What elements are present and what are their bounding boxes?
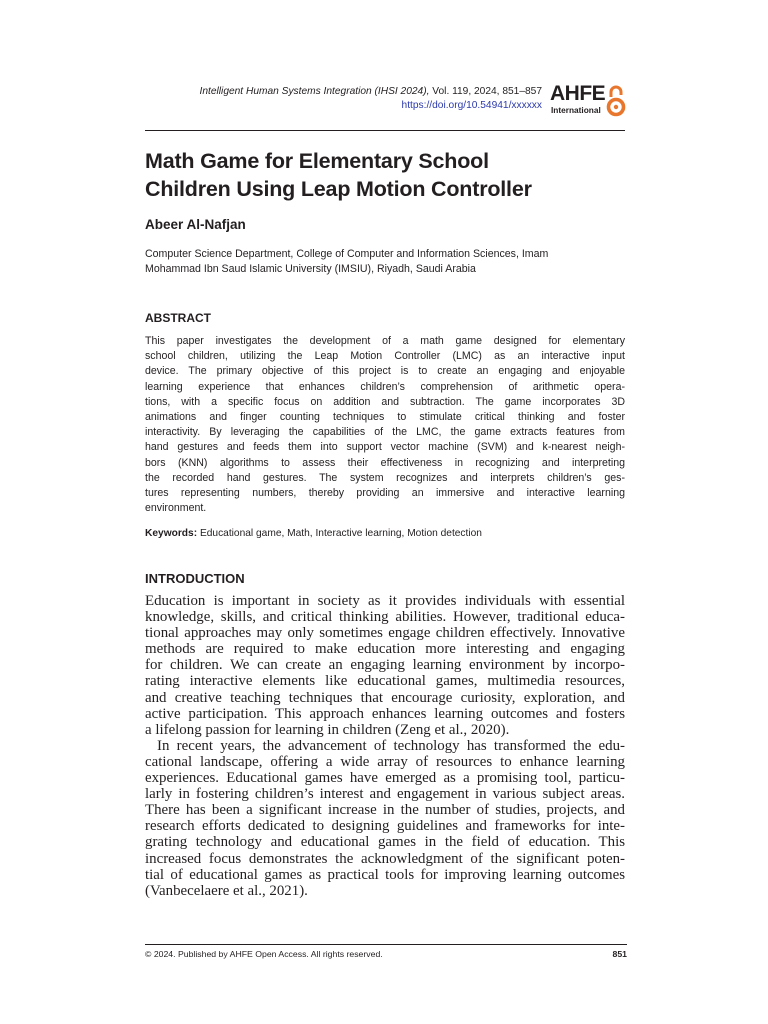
affiliation-line: Mohammad Ibn Saud Islamic University (IMSIU), Riyadh, Saudi Arabia bbox=[145, 263, 476, 275]
keywords-label: Keywords: bbox=[145, 528, 198, 539]
abstract-line: environment. bbox=[145, 502, 207, 515]
introduction-body bbox=[145, 593, 625, 899]
body-line: active participation. This approach enhances learning outcomes and fosters bbox=[145, 705, 625, 722]
body-line: (Vanbecelaere et al., 2021). bbox=[145, 882, 308, 899]
copyright-notice: © 2024. Published by AHFE Open Access. All rights reserved. bbox=[145, 949, 383, 959]
abstract-line: the recorded hand gestures. The system recognizes and interprets children’s ges- bbox=[145, 471, 625, 484]
body-line: knowledge, skills, and critical thinking abilities. However, traditional educa- bbox=[145, 609, 625, 626]
keywords-text: Educational game, Math, Interactive learning, Motion detection bbox=[199, 528, 482, 539]
title-line: Math Game for Elementary School bbox=[145, 149, 489, 173]
body-line: Education is important in society as it provides individuals with essential bbox=[145, 593, 625, 609]
footer-rule bbox=[145, 944, 627, 945]
body-line: research efforts dedicated to designing guidelines and frameworks for inte- bbox=[145, 818, 625, 835]
body-line: and creative teaching techniques that encourage curiosity, exploration, and bbox=[145, 689, 625, 706]
paper-title bbox=[145, 147, 625, 203]
citation-header bbox=[150, 85, 542, 113]
body-line: tional approaches may only sometimes engage children effectively. Innovative bbox=[145, 625, 625, 642]
abstract-line: device. The primary objective of this project is to create an engaging and enjoyable bbox=[145, 365, 625, 378]
ahfe-logo bbox=[550, 82, 626, 120]
body-line: a lifelong passion for learning in children (Zeng et al., 2020). bbox=[145, 721, 510, 738]
logo-wordmark: AHFE bbox=[550, 82, 606, 105]
body-line: In recent years, the advancement of technology has transformed the edu- bbox=[157, 737, 625, 754]
open-access-icon bbox=[606, 85, 626, 119]
abstract-line: school children, utilizing the Leap Motion Controller (LMC) as an interactive input bbox=[145, 350, 625, 363]
volume-info: Vol. 119, 2024, 851–857 bbox=[432, 86, 542, 97]
introduction-heading: INTRODUCTION bbox=[145, 571, 245, 586]
abstract-line: tures representing numbers, thereby providing an immersive and interactive learning bbox=[145, 487, 625, 500]
abstract-line: learning experience that enhances children’s comprehension of arithmetic opera- bbox=[145, 380, 625, 393]
body-line: experiences. Educational games have emerged as a promising tool, particu- bbox=[145, 770, 625, 787]
body-line: larly in fostering children’s interest and engagement in various subject areas. bbox=[145, 786, 625, 803]
body-line: methods are required to make education more interesting and engaging bbox=[145, 641, 625, 658]
author-name: Abeer Al-Nafjan bbox=[145, 217, 246, 232]
body-line: grating technology and educational games in the field of education. This bbox=[145, 834, 625, 851]
abstract-line: This paper investigates the development of a math game designed for elementary bbox=[145, 335, 625, 347]
body-line: There has been a significant increase in the number of studies, projects, and bbox=[145, 802, 625, 819]
header-rule bbox=[145, 130, 625, 131]
affiliation-line: Computer Science Department, College of Computer and Information Sciences, Imam bbox=[145, 248, 549, 260]
body-line: cational landscape, offering a wide array of resources to enhance learning bbox=[145, 753, 625, 770]
logo-subtitle: International bbox=[551, 105, 601, 115]
body-line: for children. We can create an engaging learning environment by incorpo- bbox=[145, 657, 625, 674]
keywords bbox=[145, 528, 625, 539]
abstract-line: animations and finger counting techniques to stimulate critical thinking and foster bbox=[145, 411, 625, 424]
abstract-line: hand gestures and feeds them into support vector machine (SVM) and k-nearest neigh- bbox=[145, 441, 625, 454]
body-line: tial of educational games as practical tools for improving learning outcomes bbox=[145, 866, 625, 883]
title-line: Children Using Leap Motion Controller bbox=[145, 177, 532, 201]
page-number: 851 bbox=[612, 949, 627, 959]
abstract-body bbox=[145, 334, 625, 516]
body-line: rating interactive elements like educational games, multimedia resources, bbox=[145, 673, 625, 690]
body-line: increased focus demonstrates the acknowledgment of the significant poten- bbox=[145, 850, 625, 867]
abstract-line: bors (KNN) algorithms to assess their effectiveness in recognizing and interpreting bbox=[145, 456, 625, 469]
affiliation bbox=[145, 247, 625, 277]
abstract-line: tions, with a specific focus on addition and subtraction. The game incorporates 3D bbox=[145, 395, 625, 408]
abstract-heading: ABSTRACT bbox=[145, 311, 211, 325]
doi-link[interactable]: https://doi.org/10.54941/xxxxxx bbox=[401, 100, 542, 111]
abstract-line: interactivity. By leveraging the capabilities of the LMC, the game extracts features from bbox=[145, 426, 625, 439]
journal-name: Intelligent Human Systems Integration (IHSI 2024), bbox=[199, 86, 430, 97]
